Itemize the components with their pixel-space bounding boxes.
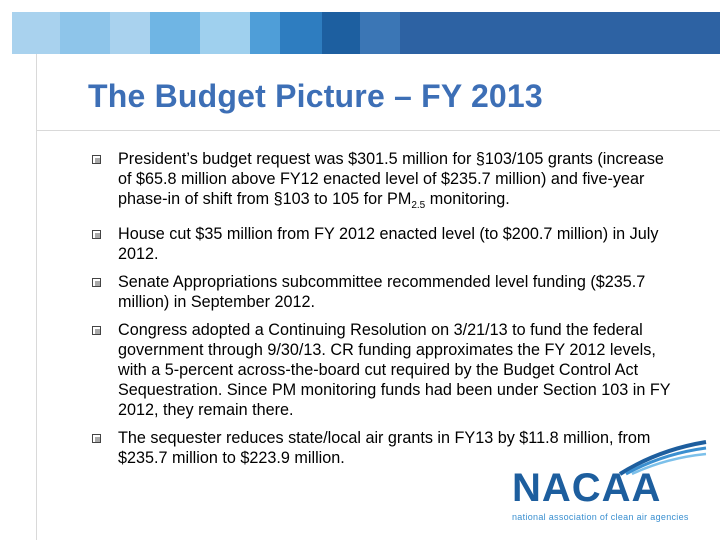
bullet-item (92, 149, 672, 216)
bullet-text: Senate Appropriations subcommittee recommended level funding ($235.7 million) in September 2012. (118, 273, 646, 312)
left-guide-line (36, 54, 37, 540)
bullet-text: President’s budget request was $301.5 million for §103/105 grants (increase of $65.8 million above FY12 enacted level of $235.7 million) and five-year phase-in of shift from §103 to 105 for $PM_{2.5}$ monitoring. (118, 150, 664, 212)
checkbox-bullet-icon (92, 230, 101, 239)
logo-tagline: national association of clean air agencies (512, 512, 689, 522)
bullet-text: Congress adopted a Continuing Resolution on 3/21/13 to fund the federal government through 9/30/13. CR funding approximates the FY 2012 levels, with a 5-percent across-the-board cut required by the Budget Control Act Sequestration. Since PM monitoring funds had been under Section 103 in FY 2012, they remain there. (118, 321, 671, 420)
subscript: 2.5 (411, 200, 426, 212)
bar-segment (280, 12, 322, 54)
bar-segment (360, 12, 400, 54)
nacaa-logo (508, 440, 708, 532)
bar-segment (60, 12, 110, 54)
checkbox-bullet-icon (92, 155, 101, 164)
bullet-list (92, 149, 672, 476)
bar-segment (150, 12, 200, 54)
bar-segment (200, 12, 250, 54)
slide-title: The Budget Picture – FY 2013 (88, 78, 543, 114)
checkbox-bullet-icon (92, 278, 101, 287)
bar-segment (400, 12, 520, 54)
bullet-text: The sequester reduces state/local air grants in FY13 by $11.8 million, from $235.7 million to $223.9 million. (118, 429, 651, 468)
bullet-item (92, 224, 672, 264)
bar-segment (12, 12, 60, 54)
top-color-bar (0, 12, 720, 54)
bar-segment (520, 12, 640, 54)
checkbox-bullet-icon (92, 434, 101, 443)
bar-segment (250, 12, 280, 54)
bullet-text: House cut $35 million from FY 2012 enacted level (to $200.7 million) in July 2012. (118, 225, 659, 264)
bullet-item (92, 320, 672, 420)
bar-segment (640, 12, 720, 54)
logo-wordmark: NACAA (512, 466, 662, 510)
title-underline (36, 130, 720, 131)
bar-segment (0, 12, 12, 54)
checkbox-bullet-icon (92, 326, 101, 335)
bar-segment (110, 12, 150, 54)
bullet-item (92, 272, 672, 312)
bar-segment (322, 12, 360, 54)
